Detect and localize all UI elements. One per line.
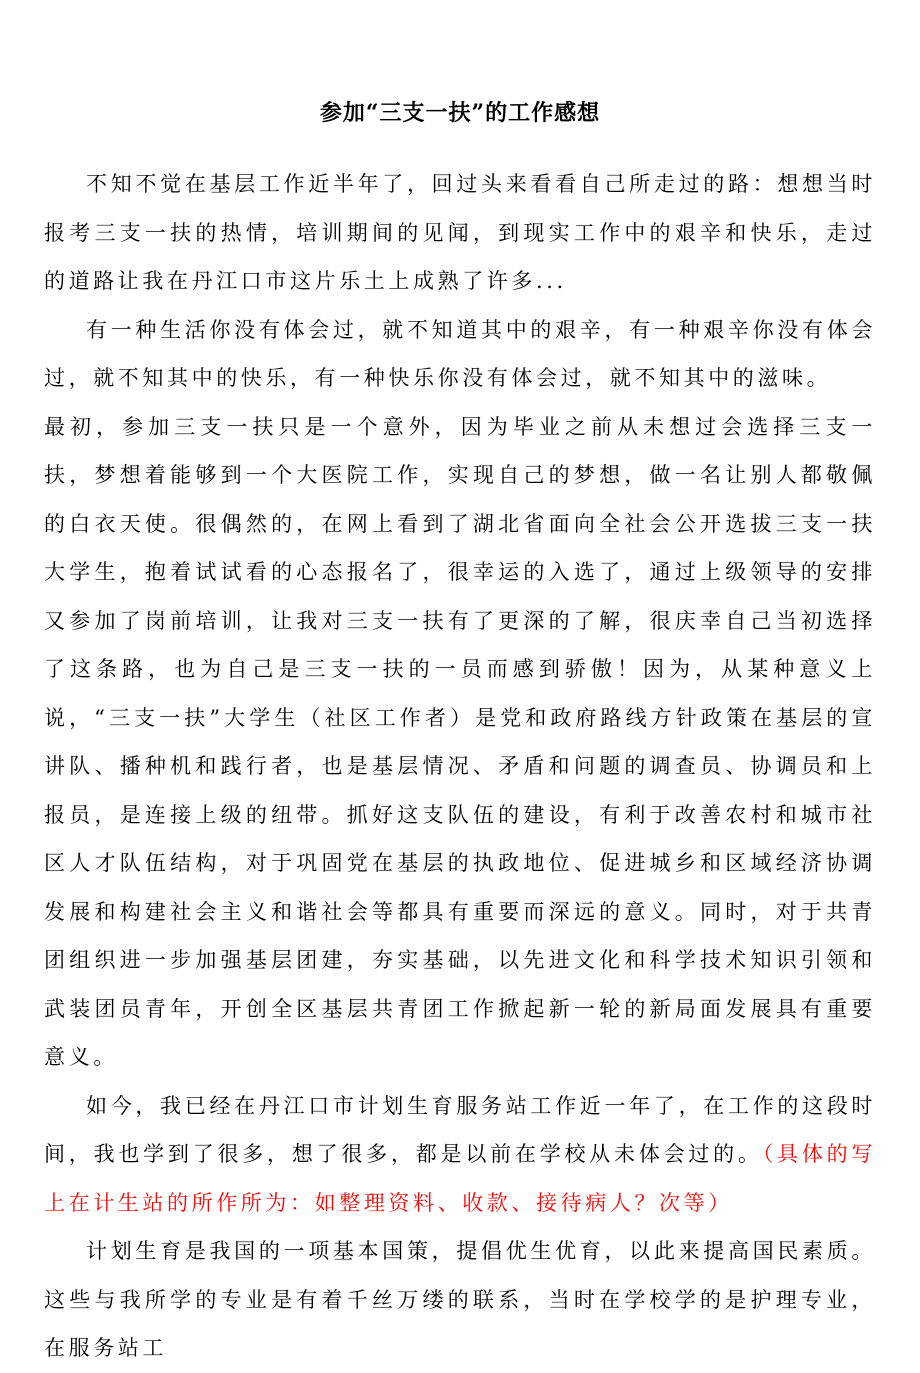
- current-work-text: 如今，我已经在丹江口市计划生育服务站工作近一年了，在工作的这段时间，我也学到了很多，想了很多，都是以前在学校从未体会过的。: [44, 1093, 876, 1166]
- document-body: [44, 160, 876, 1373]
- editor-note: （具体的写上在计生站的所作所为：如整理资料、收款、接待病人？次等）: [44, 1142, 877, 1215]
- paragraph-current-work: [44, 1082, 876, 1228]
- paragraph-motivation: 最初，参加三支一扶只是一个意外，因为毕业之前从未想过会选择三支一扶，梦想着能够到一个大医院工作，实现自己的梦想，做一名让别人都敬佩的白衣天使。很偶然的，在网上看到了湖北省面向全社会公开选拔三支一扶大学生，抱着试试看的心态报名了，很幸运的入选了，通过上级领导的安排又参加了岗前培训，让我对三支一扶有了更深的了解，很庆幸自己当初选择了这条路，也为自己是三支一扶的一员而感到骄傲！因为，从某种意义上说，“三支一扶”大学生（社区工作者）是党和政府路线方针政策在基层的宣讲队、播种机和践行者，也是基层情况、矛盾和问题的调查员、协调员和上报员，是连接上级的纽带。抓好这支队伍的建设，有利于改善农村和城市社区人才队伍结构，对于巩固党在基层的执政地位、促进城乡和区域经济协调发展和构建社会主义和谐社会等都具有重要而深远的意义。同时，对于共青团组织进一步加强基层团建，夯实基础，以先进文化和科学技术知识引领和武装团员青年，开创全区基层共青团工作掀起新一轮的新局面发展具有重要意义。: [44, 414, 876, 1069]
- paragraph-intro: 不知不觉在基层工作近半年了，回过头来看看自己所走过的路：想想当时报考三支一扶的热情，培训期间的见闻，到现实工作中的艰辛和快乐，走过的道路让我在丹江口市这片乐土上成熟了许多...: [44, 172, 876, 293]
- paragraph-reflection: 有一种生活你没有体会过，就不知道其中的艰辛，有一种艰辛你没有体会过，就不知其中的快乐，有一种快乐你没有体会过，就不知其中的滋味。: [44, 317, 876, 390]
- paragraph-family-planning: 计划生育是我国的一项基本国策，提倡优生优育，以此来提高国民素质。这些与我所学的专业是有着千丝万缕的联系，当时在学校学的是护理专业，在服务站工: [44, 1239, 876, 1360]
- document-title: 参加“三支一扶”的工作感想: [319, 100, 601, 126]
